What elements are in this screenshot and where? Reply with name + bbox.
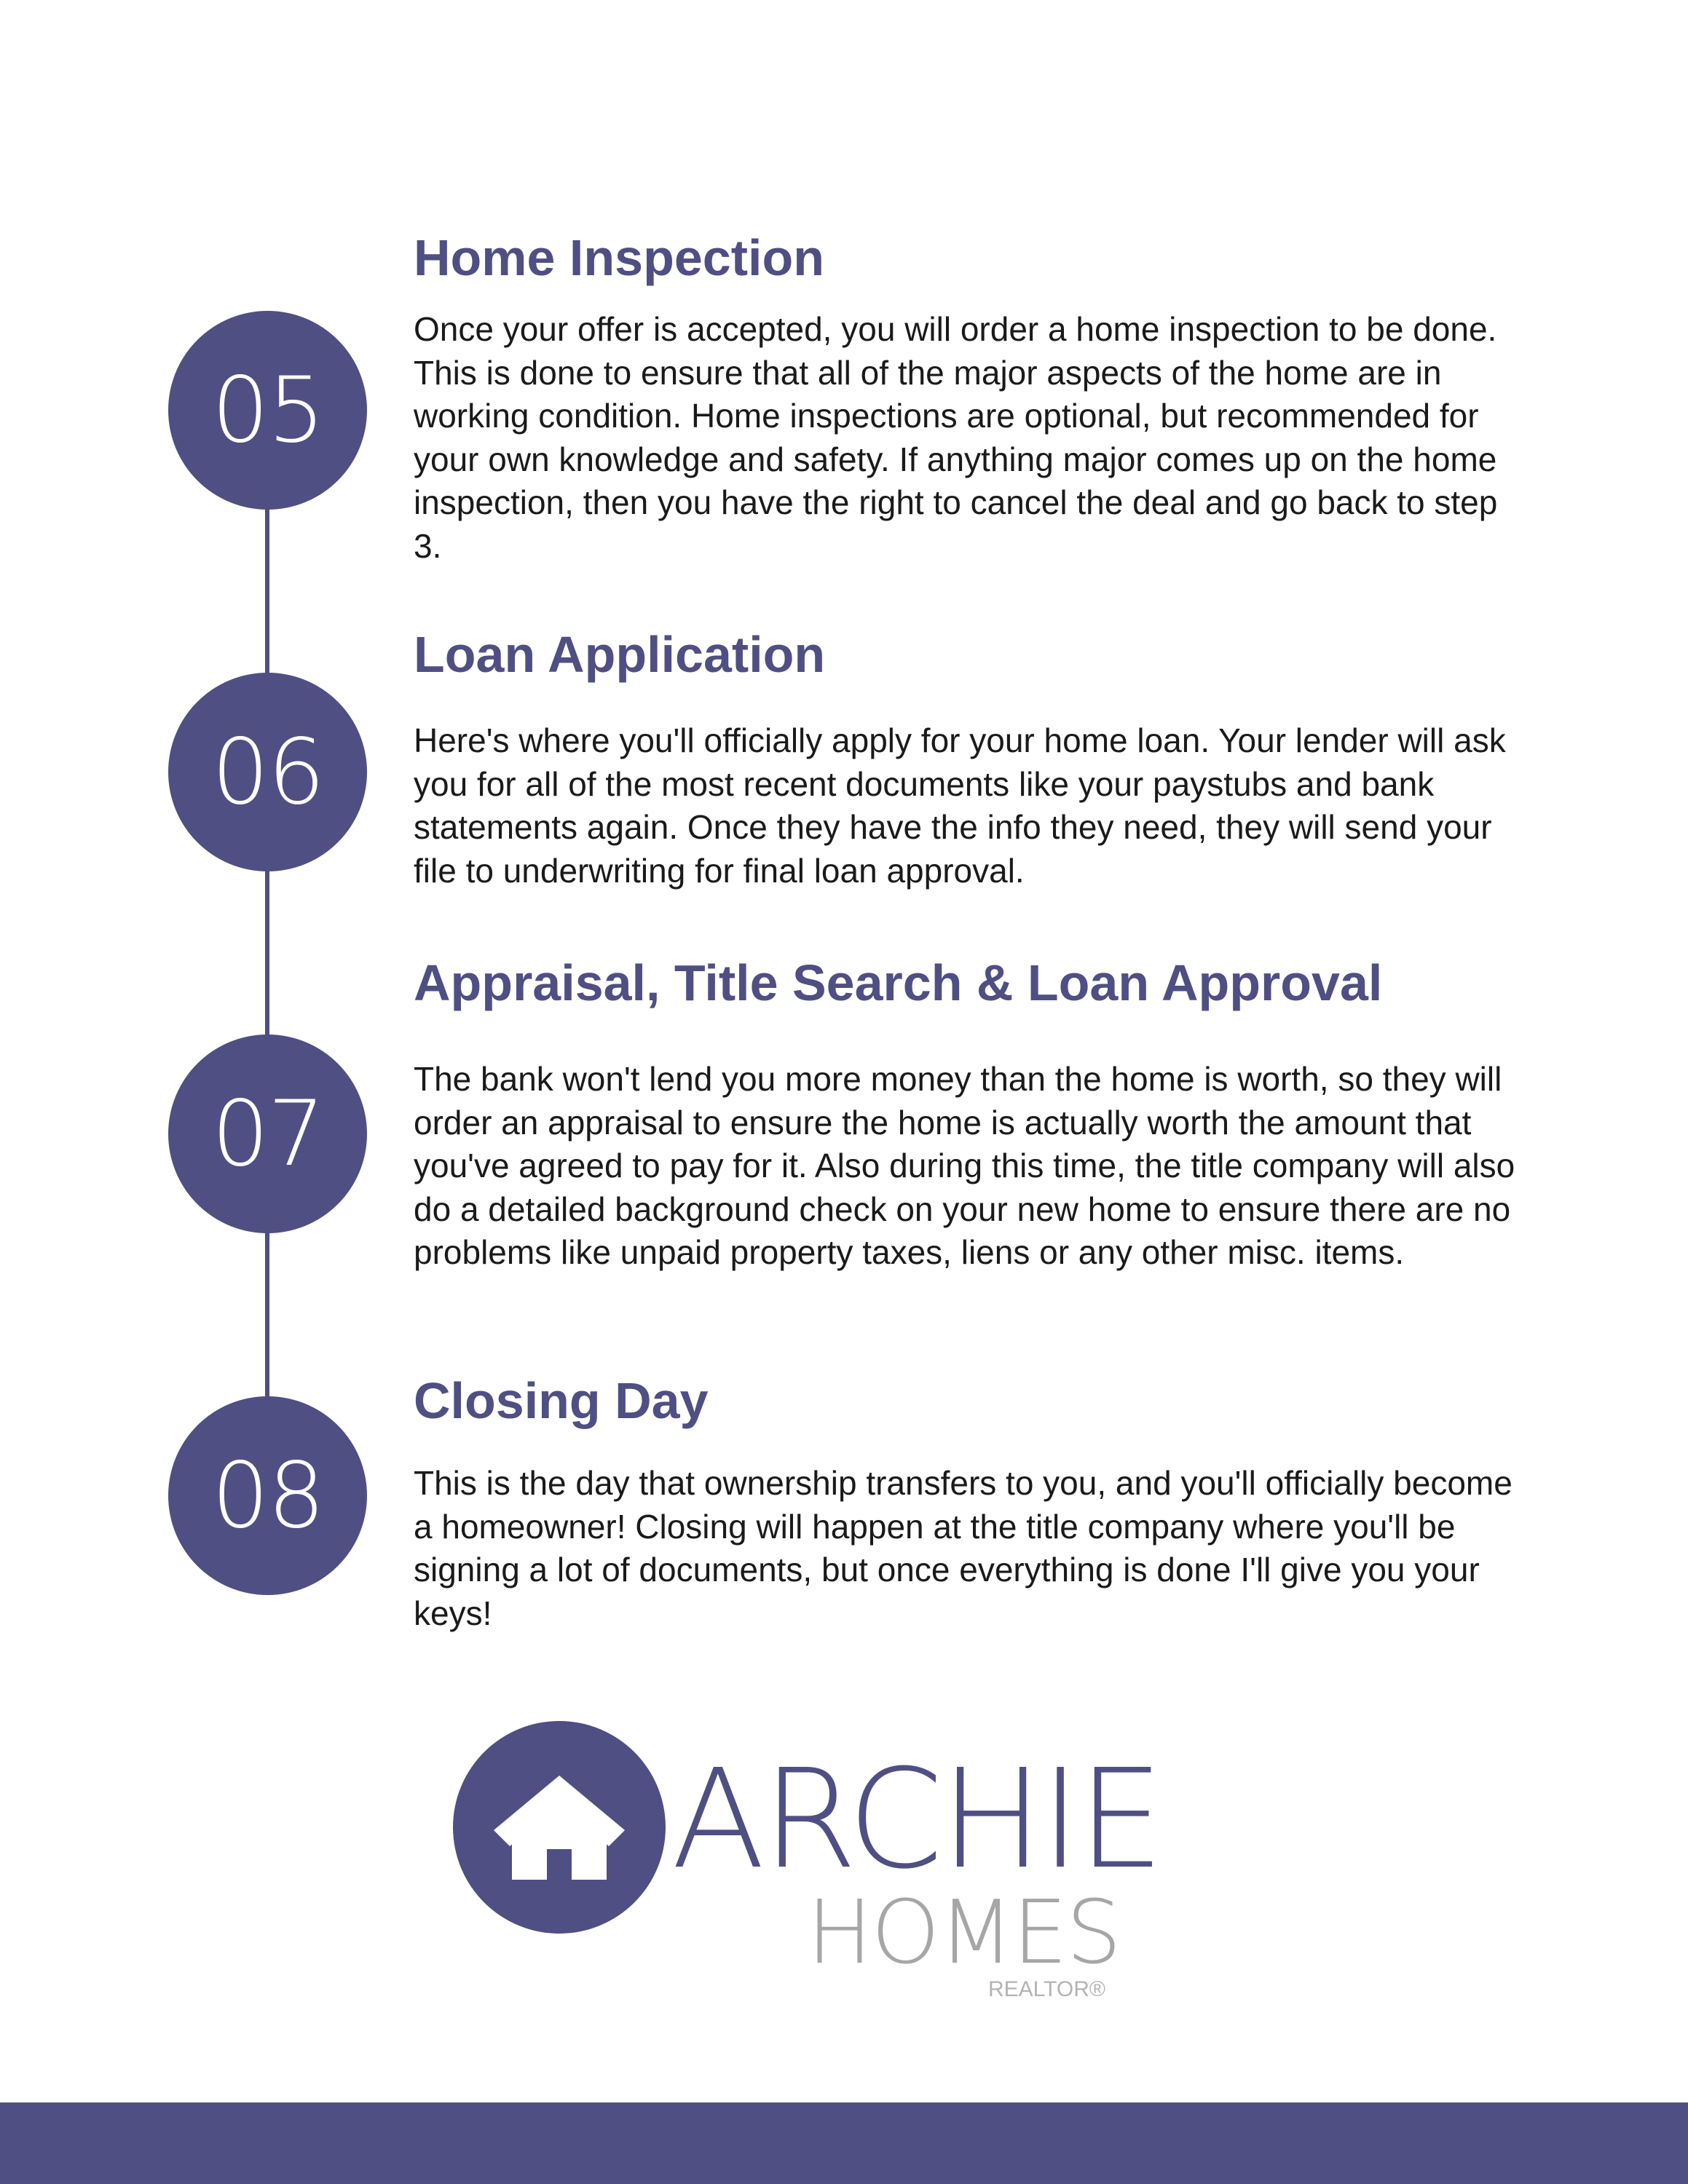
step-number: 08	[211, 1443, 324, 1548]
step-number-badge-05	[168, 311, 367, 510]
logo-circle	[453, 1721, 666, 1934]
step-body-home-inspection: Once your offer is accepted, you will order a home inspection to be done. This is done to ensure that all of the major aspects of the home are in working condition. Home inspections are optional, but recommended for your own knowledge and safety. If anything major comes up on the home inspection, then you have the right to cancel the deal and go back to step 3.	[414, 310, 1498, 565]
step-number: 06	[211, 719, 324, 825]
step-title-home-inspection: Home Inspection	[414, 229, 824, 286]
footer-bar	[0, 2102, 1688, 2184]
logo-name-line2: HOMES	[807, 1883, 1121, 1984]
step-body-closing-day: This is the day that ownership transfers to you, and you'll officially become a homeowner! Closing will happen at the title company where you'll be signing a lot of documents, but once everything is done I'll give you your keys!	[414, 1464, 1513, 1632]
step-body-loan-application: Here's where you'll officially apply for your home loan. Your lender will ask you for all of the most recent documents like your paystubs and bank statements again. Once they have the info they need, they will send your file to underwriting for final loan approval.	[414, 721, 1506, 890]
logo-tagline: REALTOR®	[988, 1977, 1106, 2001]
step-number-badge-08	[168, 1396, 367, 1595]
step-title-loan-application: Loan Application	[414, 626, 826, 683]
step-title-appraisal: Appraisal, Title Search & Loan Approval	[414, 954, 1383, 1011]
archie-homes-logo	[453, 1721, 1162, 2012]
step-number-badge-07	[168, 1034, 367, 1233]
step-number: 05	[211, 357, 324, 463]
step-number-badge-06	[168, 673, 367, 871]
house-icon	[453, 1721, 666, 1934]
step-title-closing-day: Closing Day	[414, 1372, 709, 1429]
timeline-connector	[265, 411, 269, 1507]
logo-name-line1: ARCHIE	[671, 1740, 1162, 1899]
step-body-appraisal: The bank won't lend you more money than the home is worth, so they will order an appraisal to ensure the home is actually worth the amount that you've agreed to pay for it. Also during this time, the title company will also do a detailed background check on your new home to ensure there are no problems like unpaid property taxes, liens or any other misc. items.	[414, 1060, 1515, 1271]
step-number: 07	[211, 1081, 324, 1187]
